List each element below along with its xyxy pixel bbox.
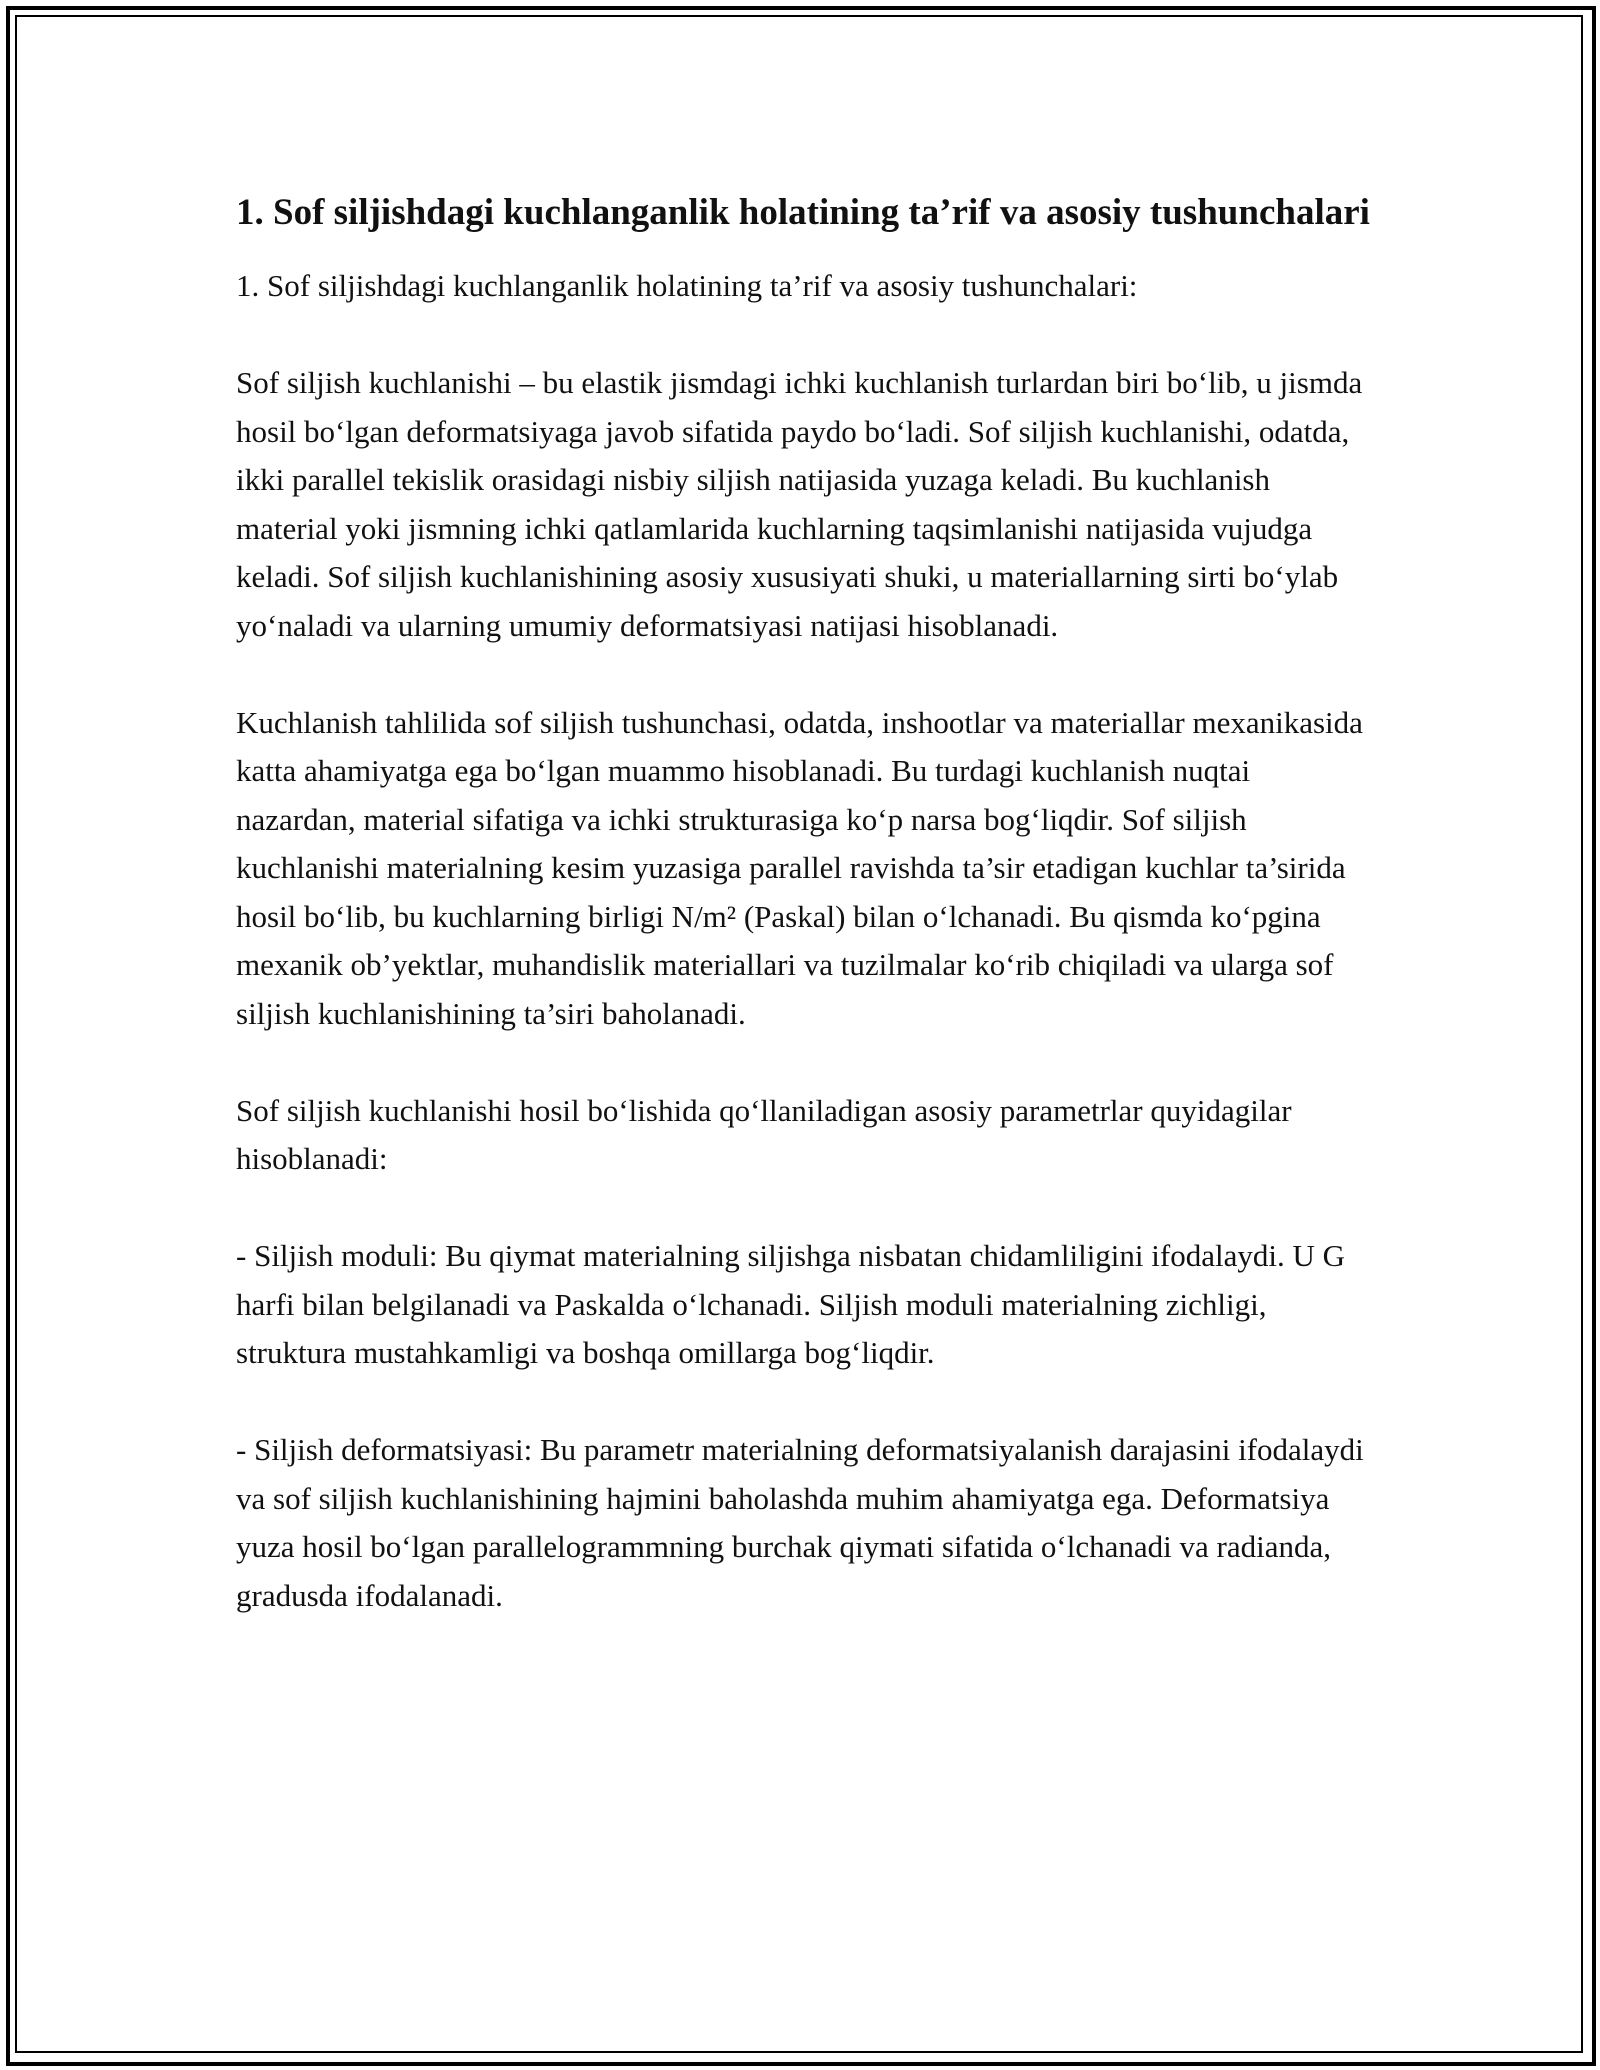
paragraph-analysis: Kuchlanish tahlilida sof siljish tushunchasi, odatda, inshootlar va materiallar mexanikasida katta ahamiyatga ega bo‘lgan muammo hisoblanadi. Bu turdagi kuchlanish nuqtai nazardan, material sifatiga va ichki strukturasiga ko‘p narsa bog‘liqdir. Sof siljish kuchlanishi materialning kesim yuzasiga parallel ravishda ta’sir etadigan kuchlar ta’sirida hosil bo‘lib, bu kuchlarning birligi N/m² (Paskal) bilan o‘lchanadi. Bu qismda ko‘pgina mexanik ob’yektlar, muhandislik materiallari va tuzilmalar ko‘rib chiqiladi va ularga sof siljish kuchlanishining ta’siri baholanadi. xyxy=(236,704,1363,1031)
paragraph-parameters-intro: Sof siljish kuchlanishi hosil bo‘lishida qo‘llaniladigan asosiy parametrlar quyidagilar hisoblanadi: xyxy=(236,1092,1292,1176)
list-item-shear-strain: - Siljish deformatsiyasi: Bu parametr materialning deformatsiyalanish darajasini ifodalaydi va sof siljish kuchlanishining hajmini baholashda muhim ahamiyatga ega. Deformatsiya yuza hosil bo‘lgan parallelogrammning burchak qiymati sifatida o‘lchanadi va radianda, gradusda ifodalanadi. xyxy=(236,1432,1364,1613)
paragraph-definition: Sof siljish kuchlanishi – bu elastik jismdagi ichki kuchlanish turlardan biri bo‘lib, u jismda hosil bo‘lgan deformatsiyaga javob sifatida paydo bo‘ladi. Sof siljish kuchlanishi, odatda, ikki parallel tekislik orasidagi nisbiy siljish natijasida yuzaga keladi. Bu kuchlanish material yoki jismning ichki qatlamlarida kuchlarning taqsimlanishi natijasida vujudga keladi. Sof siljish kuchlanishining asosiy xususiyati shuki, u materiallarning sirti bo‘ylab yo‘naladi va ularning umumiy deformatsiyasi natijasi hisoblanadi. xyxy=(236,365,1363,643)
section-heading: 1. Sof siljishdagi kuchlanganlik holatining ta’rif va asosiy tushunchalari xyxy=(236,192,1370,233)
paragraph-intro: 1. Sof siljishdagi kuchlanganlik holatining ta’rif va asosiy tushunchalari: xyxy=(236,268,1138,303)
document-body xyxy=(236,186,1376,1620)
list-item-shear-modulus: - Siljish moduli: Bu qiymat materialning siljishga nisbatan chidamliligini ifodalaydi. U G harfi bilan belgilanadi va Paskalda o‘lchanadi. Siljish moduli materialning zichligi, struktura mustahkamligi va boshqa omillarga bog‘liqdir. xyxy=(236,1238,1345,1370)
